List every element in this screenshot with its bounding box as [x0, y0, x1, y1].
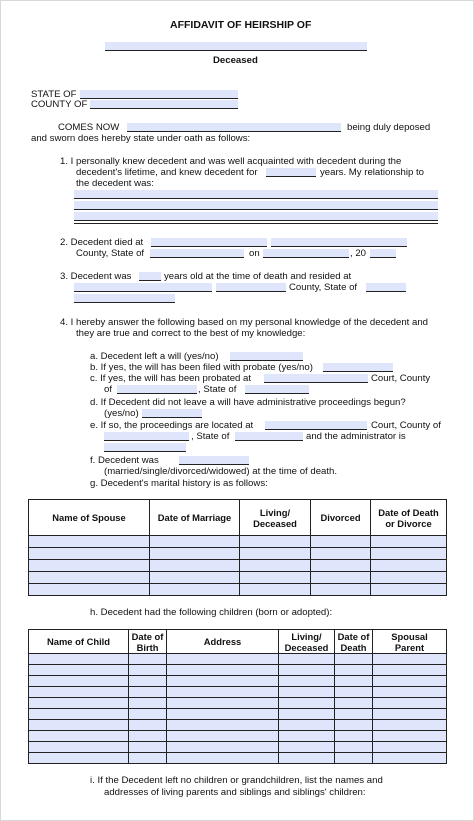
age-field[interactable]: [139, 272, 161, 281]
table-cell[interactable]: [311, 584, 371, 596]
col-spousal-parent: Spousal Parent: [373, 630, 447, 654]
table-cell[interactable]: [335, 753, 373, 764]
table-cell[interactable]: [167, 720, 279, 731]
death-place-field[interactable]: [151, 238, 267, 247]
item-e3-text: , State of: [191, 431, 230, 442]
table-cell[interactable]: [371, 536, 447, 548]
table-cell[interactable]: [150, 548, 240, 560]
table-cell[interactable]: [240, 572, 311, 584]
item-d1-text: d. If Decedent did not leave a will have administrative proceedings begun?: [90, 397, 406, 408]
county-field[interactable]: [90, 100, 238, 109]
table-cell[interactable]: [373, 665, 447, 676]
table-cell[interactable]: [150, 560, 240, 572]
table-cell[interactable]: [167, 665, 279, 676]
left-will-field[interactable]: [230, 352, 303, 361]
table-cell[interactable]: [29, 731, 129, 742]
being-duly-text: being duly deposed: [347, 122, 431, 133]
item-f1-text: f. Decedent was: [90, 455, 159, 466]
p1-line2a: decedent's lifetime, and knew decedent for: [76, 167, 258, 178]
table-row: [29, 665, 447, 676]
probate-state-field[interactable]: [245, 385, 309, 394]
children-table-header: [29, 630, 447, 654]
table-row: [29, 742, 447, 753]
table-row: [29, 548, 447, 560]
item-d2-text: (yes/no): [104, 408, 139, 419]
table-cell[interactable]: [167, 731, 279, 742]
item-h-text: h. Decedent had the following children (born or adopted):: [90, 607, 333, 618]
years-known-field[interactable]: [266, 168, 316, 177]
probate-county-field[interactable]: [117, 385, 197, 394]
table-cell[interactable]: [240, 584, 311, 596]
table-row: [29, 753, 447, 764]
comes-now-label: COMES NOW: [58, 122, 120, 133]
p1-line2b: years. My relationship to: [320, 167, 424, 178]
relationship-field-2[interactable]: [74, 201, 438, 210]
table-cell[interactable]: [167, 687, 279, 698]
table-cell[interactable]: [167, 676, 279, 687]
residence-state-field[interactable]: [366, 283, 406, 292]
table-cell[interactable]: [311, 536, 371, 548]
table-row: [29, 536, 447, 548]
table-cell[interactable]: [29, 665, 129, 676]
table-cell[interactable]: [311, 560, 371, 572]
table-cell[interactable]: [279, 676, 335, 687]
col-name-of-child: Name of Child: [29, 630, 129, 654]
p2-line2a: County, State of: [76, 248, 145, 259]
table-cell[interactable]: [29, 654, 129, 665]
col-date-of-birth: Date of Birth: [129, 630, 167, 654]
item-c1-text: c. If yes, the will has been probated at: [90, 373, 252, 384]
residence-field-2[interactable]: [74, 294, 175, 303]
residence-field[interactable]: [74, 283, 212, 292]
spouse-table: [28, 499, 447, 596]
table-cell[interactable]: [240, 548, 311, 560]
col-living-deceased: Living/ Deceased: [240, 500, 311, 536]
table-cell[interactable]: [335, 654, 373, 665]
spouse-table-header: [29, 500, 447, 536]
item-c3-text: of: [104, 384, 113, 395]
table-cell[interactable]: [279, 687, 335, 698]
proceedings-court-field[interactable]: [265, 421, 367, 430]
table-row: [29, 676, 447, 687]
table-cell[interactable]: [279, 720, 335, 731]
col-living-deceased: Living/ Deceased: [279, 630, 335, 654]
table-cell[interactable]: [279, 698, 335, 709]
table-cell[interactable]: [373, 742, 447, 753]
proceedings-state-field[interactable]: [235, 432, 303, 441]
children-table: [28, 629, 447, 764]
p1-line1: 1. I personally knew decedent and was well acquainted with decedent during the: [60, 156, 402, 167]
document-title: AFFIDAVIT OF HEIRSHIP OF: [170, 19, 312, 31]
table-cell[interactable]: [29, 720, 129, 731]
table-cell[interactable]: [373, 676, 447, 687]
table-cell[interactable]: [167, 742, 279, 753]
p4-line2: they are true and correct to the best of my knowledge:: [76, 328, 306, 339]
item-e2-text: Court, County of: [371, 420, 441, 431]
table-cell[interactable]: [279, 742, 335, 753]
will-filed-field[interactable]: [323, 363, 393, 372]
table-cell[interactable]: [129, 687, 167, 698]
death-place-field-2[interactable]: [271, 238, 407, 247]
p4-line1: 4. I hereby answer the following based on my personal knowledge of the decedent and: [60, 317, 429, 328]
table-cell[interactable]: [373, 654, 447, 665]
item-i-line1: i. If the Decedent left no children or grandchildren, list the names and: [90, 775, 383, 786]
table-cell[interactable]: [279, 709, 335, 720]
table-cell[interactable]: [335, 742, 373, 753]
table-row: [29, 584, 447, 596]
col-divorced: Divorced: [311, 500, 371, 536]
table-cell[interactable]: [129, 654, 167, 665]
table-row: [29, 560, 447, 572]
residence-county-field[interactable]: [216, 283, 286, 292]
table-cell[interactable]: [29, 687, 129, 698]
table-cell[interactable]: [129, 676, 167, 687]
sworn-text: and sworn does hereby state under oath as follows:: [31, 133, 251, 144]
table-cell[interactable]: [129, 709, 167, 720]
p3-line1a: 3. Decedent was: [60, 271, 132, 282]
deceased-name-field[interactable]: [105, 42, 367, 51]
table-cell[interactable]: [167, 698, 279, 709]
item-f2-text: (married/single/divorced/widowed) at the time of death.: [104, 466, 338, 477]
table-cell[interactable]: [29, 548, 150, 560]
col-date-of-death-or-divorce: Date of Death or Divorce: [371, 500, 447, 536]
death-date-field[interactable]: [263, 249, 349, 258]
county-label: COUNTY OF: [31, 99, 88, 110]
table-cell[interactable]: [371, 572, 447, 584]
table-cell[interactable]: [373, 698, 447, 709]
p2-twenty: , 20: [350, 248, 367, 259]
death-state-field[interactable]: [150, 249, 244, 258]
table-cell[interactable]: [29, 536, 150, 548]
table-cell[interactable]: [167, 654, 279, 665]
table-cell[interactable]: [279, 731, 335, 742]
table-cell[interactable]: [335, 720, 373, 731]
table-cell[interactable]: [373, 720, 447, 731]
table-cell[interactable]: [373, 687, 447, 698]
table-cell[interactable]: [373, 753, 447, 764]
table-cell[interactable]: [240, 536, 311, 548]
p2-on: on: [249, 248, 260, 259]
table-row: [29, 572, 447, 584]
table-row: [29, 698, 447, 709]
table-cell[interactable]: [29, 709, 129, 720]
item-b-text: b. If yes, the will has been filed with probate (yes/no): [90, 362, 313, 373]
table-cell[interactable]: [371, 548, 447, 560]
item-c2-text: Court, County: [371, 373, 431, 384]
admin-proceedings-field[interactable]: [142, 409, 202, 418]
item-e1-text: e. If so, the proceedings are located at: [90, 420, 254, 431]
death-year-field[interactable]: [370, 249, 396, 258]
table-cell[interactable]: [150, 584, 240, 596]
table-cell[interactable]: [311, 572, 371, 584]
table-cell[interactable]: [29, 698, 129, 709]
item-e4-text: and the administrator is: [306, 431, 406, 442]
table-row: [29, 687, 447, 698]
table-row: [29, 720, 447, 731]
table-cell[interactable]: [279, 654, 335, 665]
table-cell[interactable]: [335, 687, 373, 698]
col-name-of-spouse: Name of Spouse: [29, 500, 150, 536]
table-cell[interactable]: [371, 584, 447, 596]
table-cell[interactable]: [29, 572, 150, 584]
table-cell[interactable]: [129, 742, 167, 753]
table-cell[interactable]: [129, 731, 167, 742]
p3-line2: County, State of: [289, 282, 358, 293]
item-i-line2: addresses of living parents and siblings and siblings' children:: [104, 787, 366, 798]
table-cell[interactable]: [335, 709, 373, 720]
p3-line1b: years old at the time of death and resided at: [164, 271, 352, 282]
table-cell[interactable]: [29, 584, 150, 596]
table-cell[interactable]: [150, 572, 240, 584]
item-g-text: g. Decedent's marital history is as follows:: [90, 478, 268, 489]
administrator-field[interactable]: [104, 443, 186, 452]
probate-court-field[interactable]: [264, 374, 368, 383]
table-cell[interactable]: [129, 753, 167, 764]
table-cell[interactable]: [29, 753, 129, 764]
table-cell[interactable]: [240, 560, 311, 572]
item-a-text: a. Decedent left a will (yes/no): [90, 351, 219, 362]
state-label: STATE OF: [31, 89, 77, 100]
relationship-field-4[interactable]: [74, 215, 438, 224]
table-cell[interactable]: [311, 548, 371, 560]
table-cell[interactable]: [167, 753, 279, 764]
table-cell[interactable]: [279, 753, 335, 764]
affiant-name-field[interactable]: [127, 123, 341, 132]
table-row: [29, 654, 447, 665]
relationship-field-1[interactable]: [74, 190, 438, 199]
table-cell[interactable]: [167, 709, 279, 720]
table-cell[interactable]: [279, 665, 335, 676]
table-cell[interactable]: [150, 536, 240, 548]
table-cell[interactable]: [373, 709, 447, 720]
table-cell[interactable]: [373, 731, 447, 742]
table-cell[interactable]: [129, 720, 167, 731]
p2-line1: 2. Decedent died at: [60, 237, 144, 248]
table-cell[interactable]: [129, 698, 167, 709]
table-cell[interactable]: [335, 698, 373, 709]
state-field[interactable]: [80, 90, 238, 99]
table-cell[interactable]: [129, 665, 167, 676]
col-address: Address: [167, 630, 279, 654]
table-cell[interactable]: [29, 742, 129, 753]
marital-status-field[interactable]: [179, 456, 249, 465]
col-date-of-marriage: Date of Marriage: [150, 500, 240, 536]
item-c4-text: , State of: [198, 384, 237, 395]
table-row: [29, 709, 447, 720]
table-cell[interactable]: [29, 560, 150, 572]
table-row: [29, 731, 447, 742]
col-date-of-death: Date of Death: [335, 630, 373, 654]
table-cell[interactable]: [335, 676, 373, 687]
table-cell[interactable]: [371, 560, 447, 572]
table-cell[interactable]: [335, 665, 373, 676]
p1-line3: the decedent was:: [76, 178, 154, 189]
proceedings-county-field[interactable]: [104, 432, 189, 441]
table-cell[interactable]: [29, 676, 129, 687]
table-cell[interactable]: [335, 731, 373, 742]
deceased-label: Deceased: [213, 55, 258, 66]
